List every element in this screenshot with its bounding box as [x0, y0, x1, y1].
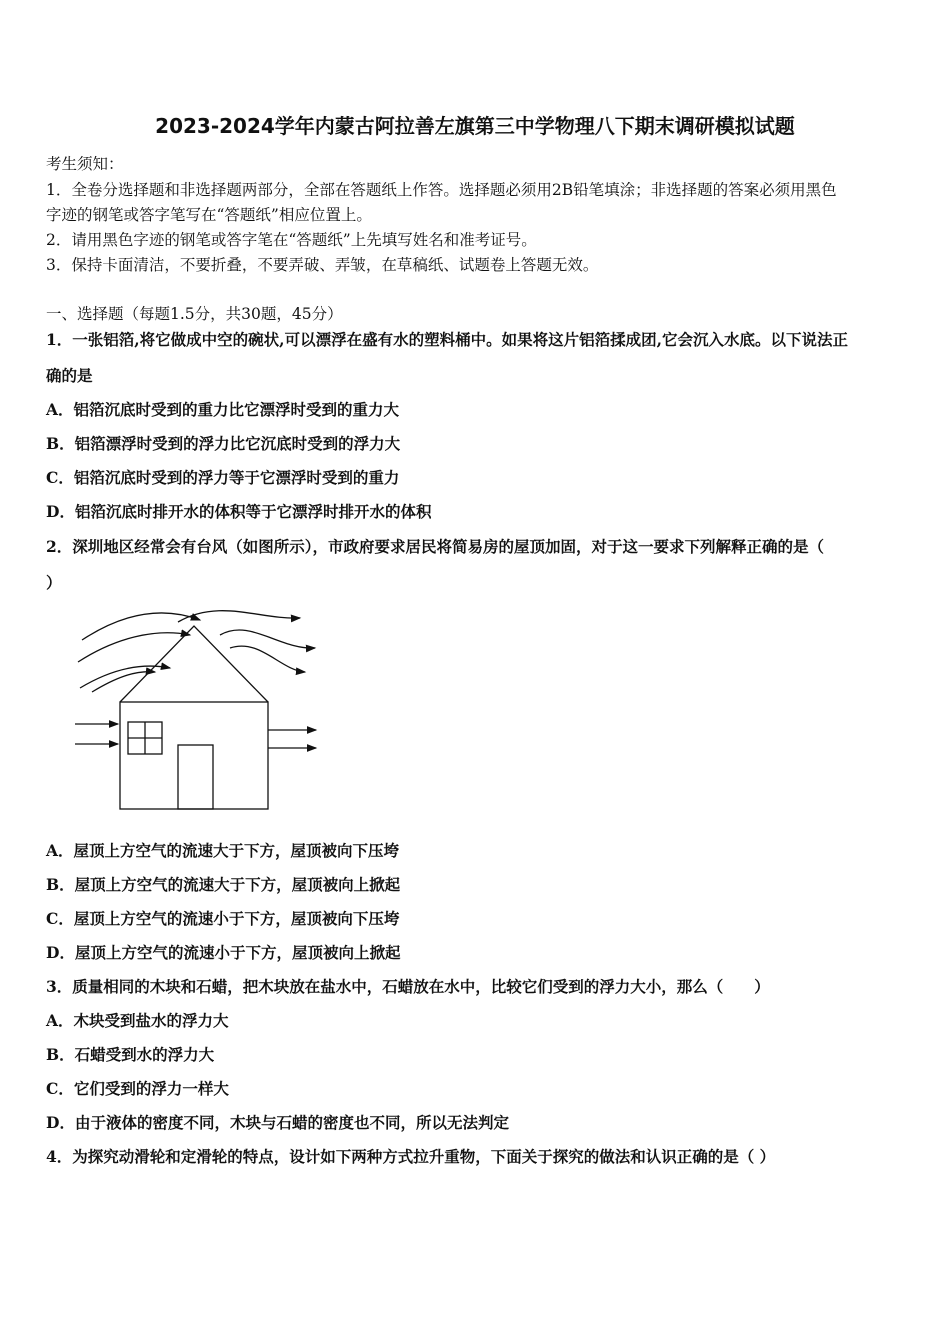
- notice-item: 3．保持卡面清洁，不要折叠，不要弄破、弄皱，在草稿纸、试题卷上答题无效。: [46, 256, 599, 274]
- q3-stem: 3．质量相同的木块和石蜡，把木块放在盐水中，石蜡放在水中，比较它们受到的浮力大小，那么（ ）: [46, 977, 770, 996]
- wind-arrow: [80, 666, 170, 688]
- wind-arrow: [92, 672, 155, 692]
- q3-option-b: B．石蜡受到水的浮力大: [46, 1045, 215, 1064]
- q1-stem: 1．一张铝箔,将它做成中空的碗状,可以漂浮在盛有水的塑料桶中。如果将这片铝箔揉成团,它会沉入水底。以下说法正: [46, 330, 848, 349]
- q3-option-d: D．由于液体的密度不同，木块与石蜡的密度也不同，所以无法判定: [46, 1113, 509, 1132]
- notice-heading: 考生须知：: [46, 155, 124, 173]
- q2-option-a: A．屋顶上方空气的流速大于下方，屋顶被向下压垮: [46, 841, 400, 860]
- wind-arrow: [220, 630, 315, 648]
- q1-option-b: B．铝箔漂浮时受到的浮力比它沉底时受到的浮力大: [46, 434, 401, 453]
- q2-stem: 2．深圳地区经常会有台风（如图所示），市政府要求居民将简易房的屋顶加固，对于这一要求下列解释正确的是（: [46, 537, 825, 556]
- q2-option-c: C．屋顶上方空气的流速小于下方，屋顶被向下压垮: [46, 909, 400, 928]
- q3-option-a: A．木块受到盐水的浮力大: [46, 1011, 229, 1030]
- house-door: [178, 745, 213, 809]
- q2-option-d: D．屋顶上方空气的流速小于下方，屋顶被向上掀起: [46, 943, 401, 962]
- q1-option-d: D．铝箔沉底时排开水的体积等于它漂浮时排开水的体积: [46, 502, 432, 521]
- notice-item: 字迹的钢笔或答字笔写在“答题纸”相应位置上。: [46, 206, 372, 224]
- notice-item: 2．请用黑色字迹的钢笔或答字笔在“答题纸”上先填写姓名和准考证号。: [46, 231, 537, 249]
- q1-stem-cont: 确的是: [46, 366, 93, 385]
- q4-stem: 4．为探究动滑轮和定滑轮的特点，设计如下两种方式拉升重物，下面关于探究的做法和认识正确的是（ ）: [46, 1147, 776, 1166]
- section-heading: 一、选择题（每题1.5分，共30题，45分）: [46, 305, 343, 323]
- wind-arrow: [178, 611, 300, 622]
- house-roof: [120, 626, 268, 702]
- page-title: 2023-2024学年内蒙古阿拉善左旗第三中学物理八下期末调研模拟试题: [155, 114, 795, 138]
- notice-item: 1．全卷分选择题和非选择题两部分，全部在答题纸上作答。选择题必须用2B铅笔填涂；非选择题的答案必须用黑色: [46, 181, 837, 199]
- q2-option-b: B．屋顶上方空气的流速大于下方，屋顶被向上掀起: [46, 875, 401, 894]
- q1-option-a: A．铝箔沉底时受到的重力比它漂浮时受到的重力大: [46, 400, 400, 419]
- q1-option-c: C．铝箔沉底时受到的浮力等于它漂浮时受到的重力: [46, 468, 400, 487]
- wind-arrow: [230, 646, 305, 672]
- typhoon-house-figure: [70, 600, 330, 820]
- house-wall: [120, 702, 268, 809]
- q3-option-c: C．它们受到的浮力一样大: [46, 1079, 229, 1098]
- q2-stem-cont: ）: [46, 573, 62, 592]
